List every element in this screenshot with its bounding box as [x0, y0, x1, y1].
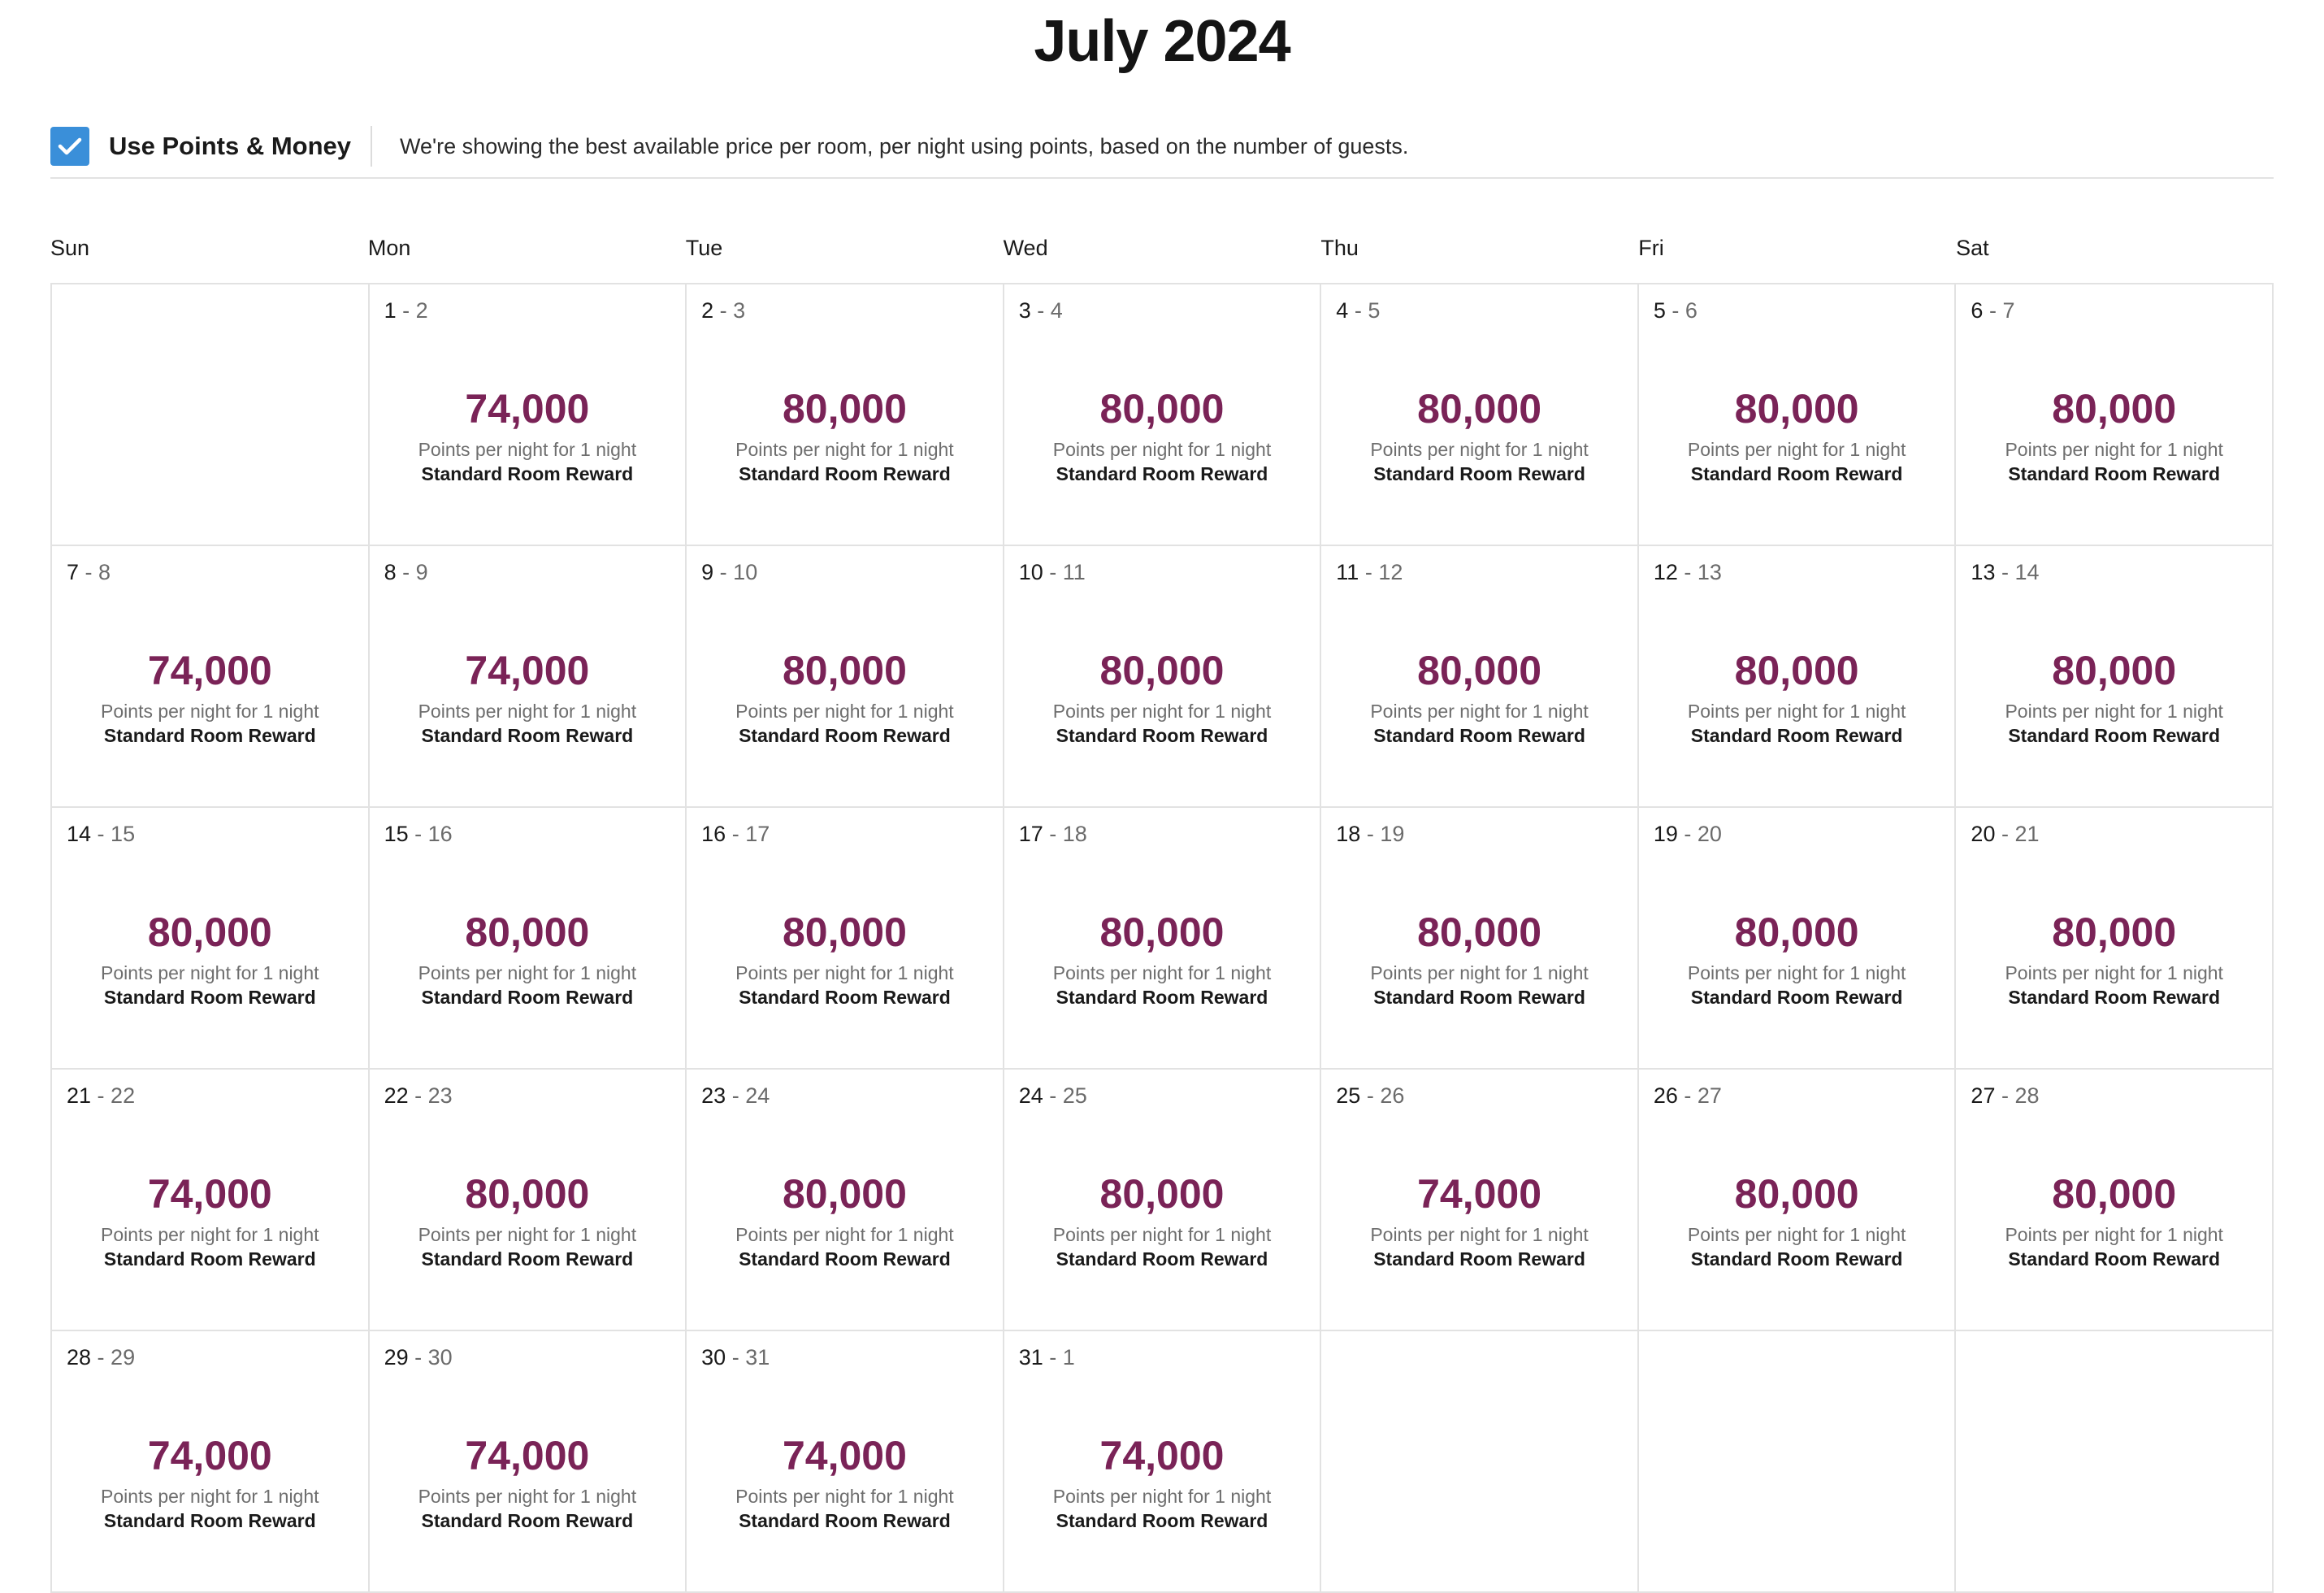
reward-type: Standard Room Reward	[1690, 987, 1903, 1008]
checkin-date: 10	[1018, 560, 1043, 584]
day-cell[interactable]	[1004, 284, 1322, 546]
checkin-date: 2	[701, 298, 714, 323]
day-cell[interactable]	[1004, 546, 1322, 808]
checkout-date: 16	[427, 822, 453, 846]
checkout-date: 2	[415, 298, 428, 323]
reward-type: Standard Room Reward	[1373, 987, 1585, 1008]
day-cell[interactable]	[1956, 1070, 2274, 1331]
points-price: 74,000	[1099, 1433, 1225, 1478]
points-price: 80,000	[1417, 648, 1542, 693]
weekday-sat: Sat	[1956, 236, 1989, 260]
points-price: 80,000	[1099, 648, 1225, 693]
points-note: Points per night for 1 night	[2005, 1224, 2223, 1245]
date-separator: -	[1359, 560, 1379, 584]
points-price: 80,000	[1099, 1171, 1225, 1217]
empty-day-cell	[1639, 1331, 1957, 1593]
points-money-label[interactable]: Use Points & Money	[109, 132, 351, 160]
date-separator: -	[726, 1345, 746, 1369]
day-cell[interactable]	[687, 284, 1004, 546]
checkin-date: 24	[1018, 1083, 1043, 1108]
date-range	[67, 558, 111, 587]
month-title: July 2024	[1034, 9, 1290, 74]
reward-type: Standard Room Reward	[1056, 1248, 1268, 1270]
checkout-date: 17	[745, 822, 770, 846]
checkout-date: 15	[111, 822, 136, 846]
date-range	[1336, 296, 1380, 325]
date-range	[1971, 296, 2014, 325]
checkin-date: 8	[384, 560, 397, 584]
reward-type: Standard Room Reward	[2008, 463, 2221, 484]
points-price: 74,000	[465, 1433, 590, 1478]
checkin-date: 5	[1653, 298, 1666, 323]
points-note: Points per night for 1 night	[1687, 439, 1906, 460]
date-separator: -	[1677, 822, 1697, 846]
points-note: Points per night for 1 night	[1370, 701, 1589, 722]
checkout-date: 31	[745, 1345, 770, 1369]
points-note: Points per night for 1 night	[1052, 701, 1272, 722]
date-separator: -	[408, 1083, 428, 1108]
day-cell[interactable]	[1321, 1070, 1639, 1331]
weekday-thu: Thu	[1320, 236, 1359, 260]
day-cell[interactable]	[1321, 284, 1639, 546]
points-price: 80,000	[782, 1171, 907, 1217]
day-cell[interactable]	[687, 1331, 1004, 1593]
day-cell[interactable]	[1639, 1070, 1957, 1331]
checkout-date: 11	[1062, 560, 1086, 584]
checkin-date: 22	[384, 1083, 409, 1108]
date-range	[1654, 1081, 1722, 1110]
date-range	[1019, 819, 1087, 849]
reward-type: Standard Room Reward	[1373, 463, 1585, 484]
points-price: 80,000	[782, 386, 907, 432]
date-range	[1336, 819, 1404, 849]
checkout-date: 9	[415, 560, 428, 584]
checkin-date: 11	[1336, 560, 1359, 584]
checkin-date: 12	[1653, 560, 1678, 584]
date-range	[67, 1081, 135, 1110]
checkin-date: 4	[1336, 298, 1349, 323]
reward-type: Standard Room Reward	[421, 725, 634, 746]
date-separator: -	[1665, 298, 1685, 323]
weekday-wed: Wed	[1003, 236, 1048, 260]
date-separator: -	[1043, 560, 1063, 584]
day-cell[interactable]	[52, 1331, 370, 1593]
date-range	[384, 1343, 453, 1372]
day-cell[interactable]	[370, 546, 687, 808]
reward-type: Standard Room Reward	[1056, 987, 1268, 1008]
date-separator: -	[396, 298, 416, 323]
points-price: 80,000	[1099, 909, 1225, 955]
date-separator: -	[1677, 1083, 1697, 1108]
checkout-date: 24	[745, 1083, 770, 1108]
date-range	[1971, 819, 2039, 849]
points-price: 80,000	[465, 909, 590, 955]
points-note: Points per night for 1 night	[418, 439, 637, 460]
date-range	[1654, 558, 1722, 587]
date-range	[701, 558, 757, 587]
date-separator: -	[1677, 560, 1697, 584]
reward-type: Standard Room Reward	[2008, 725, 2221, 746]
points-note: Points per night for 1 night	[101, 1486, 319, 1507]
checkout-date: 20	[1697, 822, 1722, 846]
date-range	[67, 819, 135, 849]
points-note: Points per night for 1 night	[735, 1486, 954, 1507]
checkin-date: 26	[1653, 1083, 1678, 1108]
points-price: 80,000	[1099, 386, 1225, 432]
date-separator: -	[713, 298, 734, 323]
date-separator: -	[1995, 560, 2015, 584]
checkin-date: 7	[67, 560, 80, 584]
points-note: Points per night for 1 night	[735, 1224, 954, 1245]
points-price: 80,000	[1734, 648, 1859, 693]
checkin-date: 3	[1018, 298, 1031, 323]
date-range	[384, 296, 428, 325]
empty-day-cell	[52, 284, 370, 546]
date-separator: -	[1030, 298, 1051, 323]
points-note: Points per night for 1 night	[1687, 1224, 1906, 1245]
date-separator: -	[1348, 298, 1368, 323]
checkin-date: 17	[1018, 822, 1043, 846]
day-cell[interactable]	[370, 808, 687, 1070]
checkin-date: 6	[1971, 298, 1984, 323]
checkin-date: 1	[384, 298, 397, 323]
day-cell[interactable]	[1639, 284, 1957, 546]
checkin-date: 30	[701, 1345, 726, 1369]
day-cell[interactable]	[1956, 284, 2274, 546]
weekday-sun: Sun	[50, 236, 90, 260]
checkin-date: 23	[701, 1083, 726, 1108]
points-money-bar	[50, 114, 2274, 179]
checkout-date: 19	[1380, 822, 1405, 846]
checkout-date: 1	[1062, 1345, 1075, 1369]
points-note: Points per night for 1 night	[735, 701, 954, 722]
points-note: Points per night for 1 night	[1370, 962, 1589, 983]
divider	[371, 126, 372, 167]
reward-type: Standard Room Reward	[103, 1248, 316, 1270]
checkout-date: 28	[2014, 1083, 2040, 1108]
checkin-date: 31	[1018, 1345, 1043, 1369]
reward-type: Standard Room Reward	[1690, 1248, 1903, 1270]
points-note: Points per night for 1 night	[1687, 962, 1906, 983]
checkin-date: 25	[1336, 1083, 1361, 1108]
date-separator: -	[396, 560, 416, 584]
date-separator: -	[1360, 1083, 1381, 1108]
checkin-date: 27	[1971, 1083, 1996, 1108]
points-price: 80,000	[1734, 1171, 1859, 1217]
reward-type: Standard Room Reward	[739, 1248, 951, 1270]
date-separator: -	[79, 560, 99, 584]
date-range	[384, 819, 453, 849]
date-separator: -	[408, 1345, 428, 1369]
reward-type: Standard Room Reward	[2008, 1248, 2221, 1270]
reward-type: Standard Room Reward	[103, 987, 316, 1008]
points-note: Points per night for 1 night	[2005, 962, 2223, 983]
date-range	[1336, 558, 1403, 587]
day-cell[interactable]	[52, 546, 370, 808]
points-price: 80,000	[782, 909, 907, 955]
checkin-date: 14	[67, 822, 92, 846]
reward-type: Standard Room Reward	[103, 1510, 316, 1531]
points-money-checkbox[interactable]	[50, 127, 89, 166]
day-cell[interactable]	[1321, 808, 1639, 1070]
day-cell[interactable]	[1639, 808, 1957, 1070]
points-money-description: We're showing the best available price per room, per night using points, based on the number of guests.	[400, 133, 1409, 158]
checkin-date: 28	[67, 1345, 92, 1369]
date-separator: -	[91, 1083, 111, 1108]
date-range	[701, 296, 745, 325]
day-cell[interactable]	[1004, 1070, 1322, 1331]
reward-type: Standard Room Reward	[2008, 987, 2221, 1008]
points-note: Points per night for 1 night	[418, 1224, 637, 1245]
points-note: Points per night for 1 night	[2005, 439, 2223, 460]
day-cell[interactable]	[1956, 808, 2274, 1070]
day-cell[interactable]	[52, 808, 370, 1070]
checkout-date: 6	[1684, 298, 1697, 323]
reward-type: Standard Room Reward	[739, 725, 951, 746]
points-note: Points per night for 1 night	[418, 1486, 637, 1507]
points-note: Points per night for 1 night	[418, 701, 637, 722]
day-cell[interactable]	[687, 808, 1004, 1070]
date-range	[1019, 296, 1063, 325]
date-separator: -	[1995, 1083, 2015, 1108]
day-cell[interactable]	[370, 284, 687, 546]
checkin-date: 20	[1971, 822, 1996, 846]
reward-type: Standard Room Reward	[1690, 725, 1903, 746]
weekday-mon: Mon	[367, 236, 411, 260]
points-price: 80,000	[2052, 1171, 2177, 1217]
date-range	[701, 1081, 770, 1110]
points-note: Points per night for 1 night	[101, 1224, 319, 1245]
points-note: Points per night for 1 night	[1370, 439, 1589, 460]
points-price: 74,000	[1417, 1171, 1542, 1217]
checkout-date: 25	[1062, 1083, 1087, 1108]
checkin-date: 15	[384, 822, 409, 846]
reward-type: Standard Room Reward	[1056, 725, 1268, 746]
date-separator: -	[726, 1083, 746, 1108]
points-note: Points per night for 1 night	[101, 701, 319, 722]
date-range	[1971, 558, 2039, 587]
checkout-date: 30	[427, 1345, 453, 1369]
date-range	[67, 1343, 135, 1372]
checkout-date: 10	[733, 560, 758, 584]
checkin-date: 13	[1971, 560, 1996, 584]
points-price: 80,000	[2052, 648, 2177, 693]
reward-type: Standard Room Reward	[421, 1248, 634, 1270]
day-cell[interactable]	[1956, 546, 2274, 808]
day-cell[interactable]	[1004, 1331, 1322, 1593]
checkout-date: 7	[2002, 298, 2015, 323]
points-price: 74,000	[147, 1433, 272, 1478]
reward-type: Standard Room Reward	[1056, 463, 1268, 484]
points-price: 74,000	[147, 648, 272, 693]
reward-type: Standard Room Reward	[1373, 725, 1585, 746]
date-range	[1654, 296, 1697, 325]
points-price: 74,000	[782, 1433, 907, 1478]
points-note: Points per night for 1 night	[101, 962, 319, 983]
points-price: 74,000	[465, 386, 590, 432]
header-divider	[50, 177, 2274, 179]
points-note: Points per night for 1 night	[1052, 1486, 1272, 1507]
points-note: Points per night for 1 night	[1052, 439, 1272, 460]
points-note: Points per night for 1 night	[418, 962, 637, 983]
points-price: 80,000	[1734, 386, 1859, 432]
checkin-date: 29	[384, 1345, 409, 1369]
day-cell[interactable]	[687, 1070, 1004, 1331]
date-range	[1654, 819, 1722, 849]
reward-type: Standard Room Reward	[421, 1510, 634, 1531]
date-range	[701, 1343, 770, 1372]
day-cell[interactable]	[52, 1070, 370, 1331]
checkout-date: 14	[2014, 560, 2040, 584]
checkout-date: 26	[1380, 1083, 1405, 1108]
checkout-date: 23	[427, 1083, 453, 1108]
points-price: 80,000	[1734, 909, 1859, 955]
points-price: 80,000	[782, 648, 907, 693]
check-icon	[58, 137, 82, 156]
reward-type: Standard Room Reward	[739, 463, 951, 484]
checkout-date: 12	[1378, 560, 1403, 584]
points-price: 74,000	[147, 1171, 272, 1217]
checkout-date: 27	[1697, 1083, 1722, 1108]
checkin-date: 9	[701, 560, 714, 584]
checkout-date: 5	[1368, 298, 1381, 323]
date-separator: -	[91, 1345, 111, 1369]
date-range	[1019, 1081, 1087, 1110]
weekday-fri: Fri	[1638, 236, 1664, 260]
weekday-tue: Tue	[685, 236, 723, 260]
reward-type: Standard Room Reward	[1373, 1248, 1585, 1270]
reward-type: Standard Room Reward	[421, 987, 634, 1008]
date-range	[384, 558, 428, 587]
date-separator: -	[1995, 822, 2015, 846]
date-separator: -	[713, 560, 734, 584]
day-cell[interactable]	[1321, 546, 1639, 808]
points-note: Points per night for 1 night	[1052, 1224, 1272, 1245]
date-range	[384, 1081, 453, 1110]
reward-type: Standard Room Reward	[103, 725, 316, 746]
date-separator: -	[91, 822, 111, 846]
checkout-date: 29	[111, 1345, 136, 1369]
points-price: 80,000	[1417, 909, 1542, 955]
checkin-date: 16	[701, 822, 726, 846]
date-separator: -	[1043, 1345, 1063, 1369]
points-note: Points per night for 1 night	[735, 962, 954, 983]
points-note: Points per night for 1 night	[1370, 1224, 1589, 1245]
reward-type: Standard Room Reward	[739, 987, 951, 1008]
day-cell[interactable]	[370, 1070, 687, 1331]
date-separator: -	[1360, 822, 1381, 846]
points-price: 80,000	[1417, 386, 1542, 432]
date-range	[701, 819, 770, 849]
reward-type: Standard Room Reward	[421, 463, 634, 484]
checkout-date: 22	[111, 1083, 136, 1108]
checkout-date: 8	[98, 560, 111, 584]
checkout-date: 18	[1062, 822, 1087, 846]
points-price: 80,000	[2052, 909, 2177, 955]
points-note: Points per night for 1 night	[2005, 701, 2223, 722]
date-range	[1336, 1081, 1404, 1110]
checkout-date: 21	[2014, 822, 2040, 846]
checkin-date: 21	[67, 1083, 92, 1108]
empty-day-cell	[1321, 1331, 1639, 1593]
points-price: 80,000	[465, 1171, 590, 1217]
points-note: Points per night for 1 night	[1052, 962, 1272, 983]
empty-day-cell	[1956, 1331, 2274, 1593]
date-separator: -	[408, 822, 428, 846]
date-separator: -	[1043, 1083, 1063, 1108]
day-cell[interactable]	[1004, 808, 1322, 1070]
day-cell[interactable]	[370, 1331, 687, 1593]
date-separator: -	[1043, 822, 1063, 846]
points-note: Points per night for 1 night	[735, 439, 954, 460]
reward-type: Standard Room Reward	[1690, 463, 1903, 484]
date-separator: -	[1983, 298, 2003, 323]
day-cell[interactable]	[1639, 546, 1957, 808]
points-note: Points per night for 1 night	[1687, 701, 1906, 722]
calendar-grid	[50, 283, 2274, 1593]
day-cell[interactable]	[687, 546, 1004, 808]
weekday-header	[50, 229, 2274, 267]
reward-type: Standard Room Reward	[1056, 1510, 1268, 1531]
points-price: 80,000	[147, 909, 272, 955]
date-range	[1971, 1081, 2039, 1110]
points-price: 74,000	[465, 648, 590, 693]
checkin-date: 19	[1653, 822, 1678, 846]
reward-type: Standard Room Reward	[739, 1510, 951, 1531]
checkout-date: 3	[733, 298, 746, 323]
checkout-date: 13	[1697, 560, 1722, 584]
date-range	[1019, 1343, 1075, 1372]
checkout-date: 4	[1050, 298, 1063, 323]
date-separator: -	[726, 822, 746, 846]
checkin-date: 18	[1336, 822, 1361, 846]
points-price: 80,000	[2052, 386, 2177, 432]
date-range	[1019, 558, 1086, 587]
